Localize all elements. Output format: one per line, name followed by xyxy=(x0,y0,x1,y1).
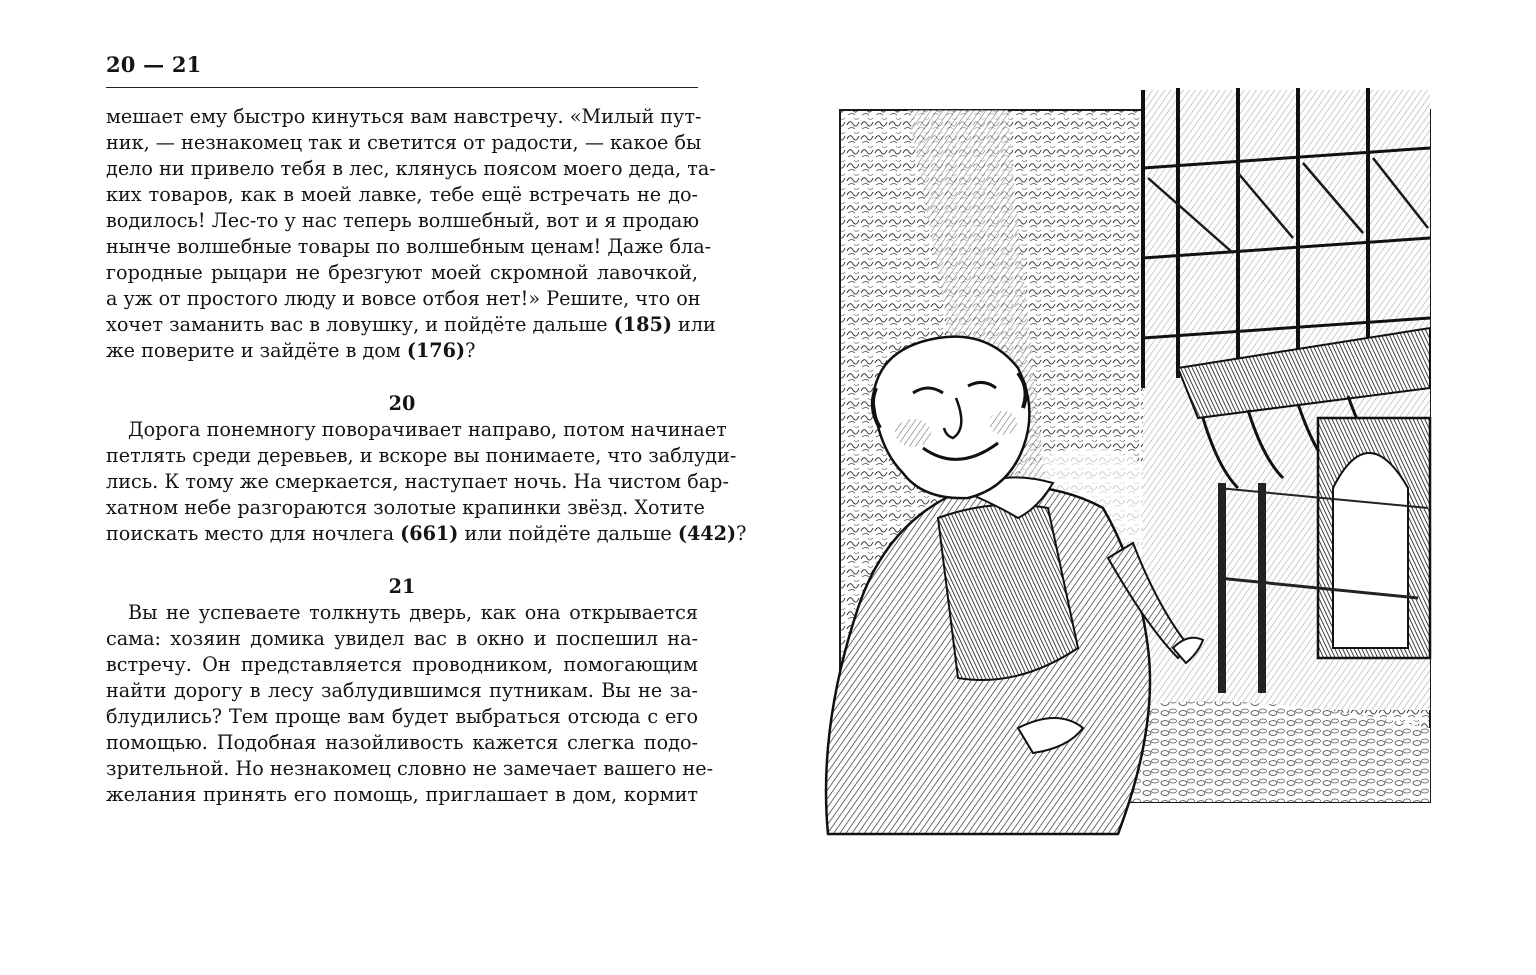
section-21 xyxy=(106,574,714,808)
section-ref-661: (661) xyxy=(400,522,459,545)
text-line: встречу. Он представляется проводником, помогающим xyxy=(106,653,698,676)
text-fragment: же поверите и зайдёте в дом xyxy=(106,339,407,362)
illustration-drawing xyxy=(818,88,1430,834)
text-line: Дорога понемногу поворачивает направо, потом начинает xyxy=(128,418,727,441)
text-column xyxy=(106,104,747,808)
text-line: дело ни привело тебя в лес, клянусь поясом моего деда, та- xyxy=(106,157,716,180)
text-fragment: ? xyxy=(736,522,747,545)
text-line: помощью. Подобная назойливость кажется слегка подо- xyxy=(106,731,698,754)
text-line: желания принять его помощь, приглашает в дом, кормит xyxy=(106,783,698,806)
illustration xyxy=(818,88,1430,834)
section-ref-176: (176) xyxy=(406,339,466,362)
text-line: а уж от простого люду и вовсе отбоя нет!» Решите, что он xyxy=(106,287,701,310)
section-number: 21 xyxy=(388,575,416,598)
text-line: водилось! Лес-то у нас теперь волшебный, вот и я продаю xyxy=(106,209,700,232)
section-ref-442: (442) xyxy=(677,522,737,545)
text-line xyxy=(106,312,716,338)
text-line: петлять среди деревьев, и вскоре вы понимаете, что заблуди- xyxy=(106,444,737,467)
timbered-house xyxy=(1143,88,1430,710)
text-line: найти дорогу в лесу заблудившимся путникам. Вы не за- xyxy=(106,679,698,702)
text-line: хатном небе разгораются золотые крапинки звёзд. Хотите xyxy=(106,496,705,519)
text-line: мешает ему быстро кинуться вам навстречу. «Милый пут- xyxy=(106,105,702,128)
text-fragment: или пойдёте дальше xyxy=(458,522,678,545)
running-head: 20 — 21 xyxy=(106,52,202,77)
text-fragment: поискать место для ночлега xyxy=(106,522,401,545)
header-rule xyxy=(106,87,698,88)
text-line: блудились? Тем проще вам будет выбраться отсюда с его xyxy=(106,705,698,728)
section-20 xyxy=(106,391,747,547)
text-line: сама: хозяин домика увидел вас в окно и поспешил на- xyxy=(106,627,698,650)
text-line xyxy=(106,521,747,547)
text-fragment: хочет заманить вас в ловушку, и пойдёте дальше xyxy=(106,313,614,336)
text-line xyxy=(106,338,698,364)
text-line: ник, — незнакомец так и светится от радости, — какое бы xyxy=(106,131,702,154)
section-ref-185: (185) xyxy=(613,313,672,336)
section-number: 20 xyxy=(388,392,416,415)
text-fragment: или xyxy=(671,313,716,336)
text-line: Вы не успеваете толкнуть дверь, как она открывается xyxy=(128,601,698,624)
text-line: ких товаров, как в моей лавке, тебе ещё встречать не до- xyxy=(106,183,698,206)
continuation-paragraph xyxy=(106,104,716,364)
text-line: зрительной. Но незнакомец словно не замечает вашего не- xyxy=(106,757,714,780)
text-line: городные рыцари не брезгуют моей скромной лавочкой, xyxy=(106,261,698,284)
text-fragment: ? xyxy=(465,339,476,362)
text-line: лись. К тому же смеркается, наступает ночь. На чистом бар- xyxy=(106,470,729,493)
text-line: нынче волшебные товары по волшебным ценам! Даже бла- xyxy=(106,235,712,258)
